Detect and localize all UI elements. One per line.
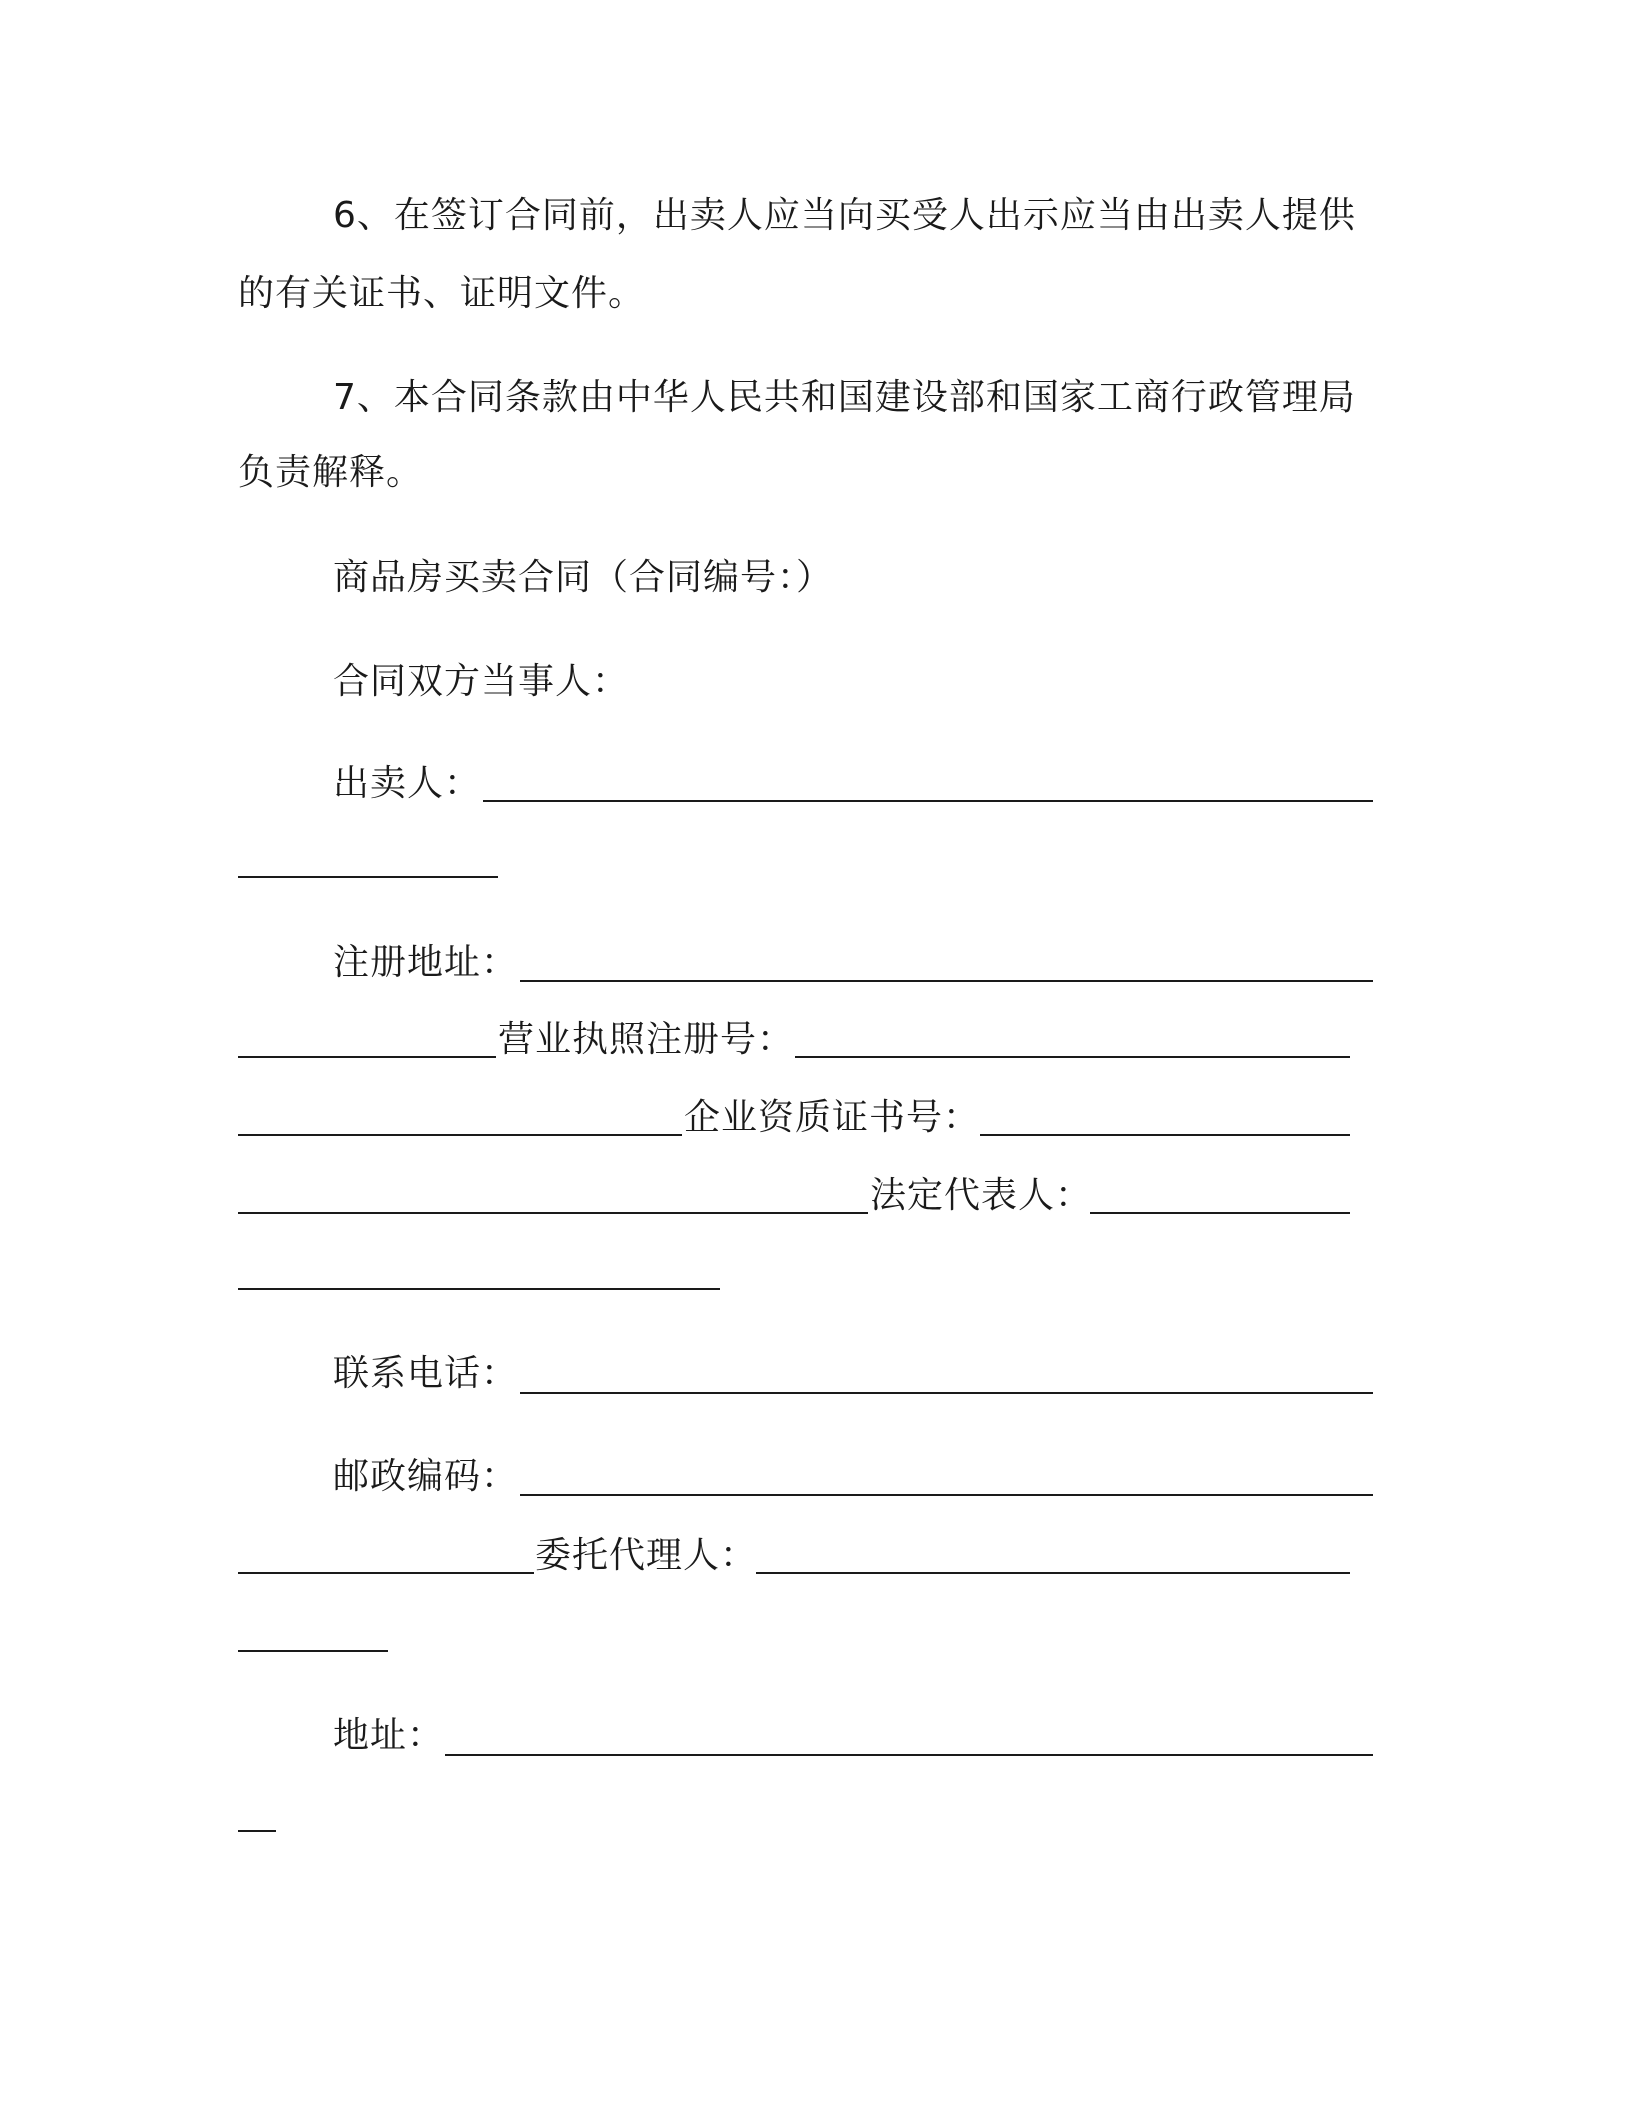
seller-blank-continued[interactable] [238, 876, 498, 878]
business-license-blank[interactable] [795, 1056, 1350, 1058]
clause-6-line-2: 的有关证书、证明文件。 [238, 273, 646, 314]
contact-phone-blank[interactable] [520, 1392, 1373, 1394]
postal-code-label: 邮政编码： [333, 1456, 519, 1497]
legal-representative-label: 法定代表人： [870, 1175, 1093, 1216]
business-license-label: 营业执照注册号： [498, 1019, 795, 1060]
qualification-cert-blank[interactable] [980, 1134, 1350, 1136]
contract-title: 商品房买卖合同（合同编号：） [333, 557, 834, 598]
qualification-cert-blank-continued[interactable] [238, 1212, 868, 1214]
authorized-agent-blank[interactable] [756, 1572, 1350, 1574]
qualification-cert-label: 企业资质证书号： [684, 1097, 981, 1138]
registered-address-blank[interactable] [520, 980, 1373, 982]
clause-7-line-1: 7、本合同条款由中华人民共和国建设部和国家工商行政管理局 [333, 377, 1356, 418]
postal-code-blank[interactable] [520, 1494, 1373, 1496]
clause-6-line-1: 6、在签订合同前，出卖人应当向买受人出示应当由出卖人提供 [333, 195, 1356, 236]
registered-address-blank-continued[interactable] [238, 1056, 496, 1058]
registered-address-label: 注册地址： [333, 942, 519, 983]
address-blank[interactable] [445, 1754, 1373, 1756]
seller-label: 出卖人： [333, 763, 482, 804]
address-blank-continued[interactable] [238, 1830, 276, 1832]
address-label: 地址： [333, 1715, 445, 1756]
postal-code-blank-continued[interactable] [238, 1572, 534, 1574]
legal-representative-blank-continued[interactable] [238, 1288, 720, 1290]
authorized-agent-label: 委托代理人： [535, 1535, 758, 1576]
legal-representative-blank[interactable] [1090, 1212, 1350, 1214]
seller-blank[interactable] [483, 800, 1373, 802]
contact-phone-label: 联系电话： [333, 1353, 519, 1394]
parties-heading: 合同双方当事人： [333, 661, 630, 702]
business-license-blank-continued[interactable] [238, 1134, 682, 1136]
authorized-agent-blank-continued[interactable] [238, 1650, 388, 1652]
clause-7-line-2: 负责解释。 [238, 452, 424, 493]
